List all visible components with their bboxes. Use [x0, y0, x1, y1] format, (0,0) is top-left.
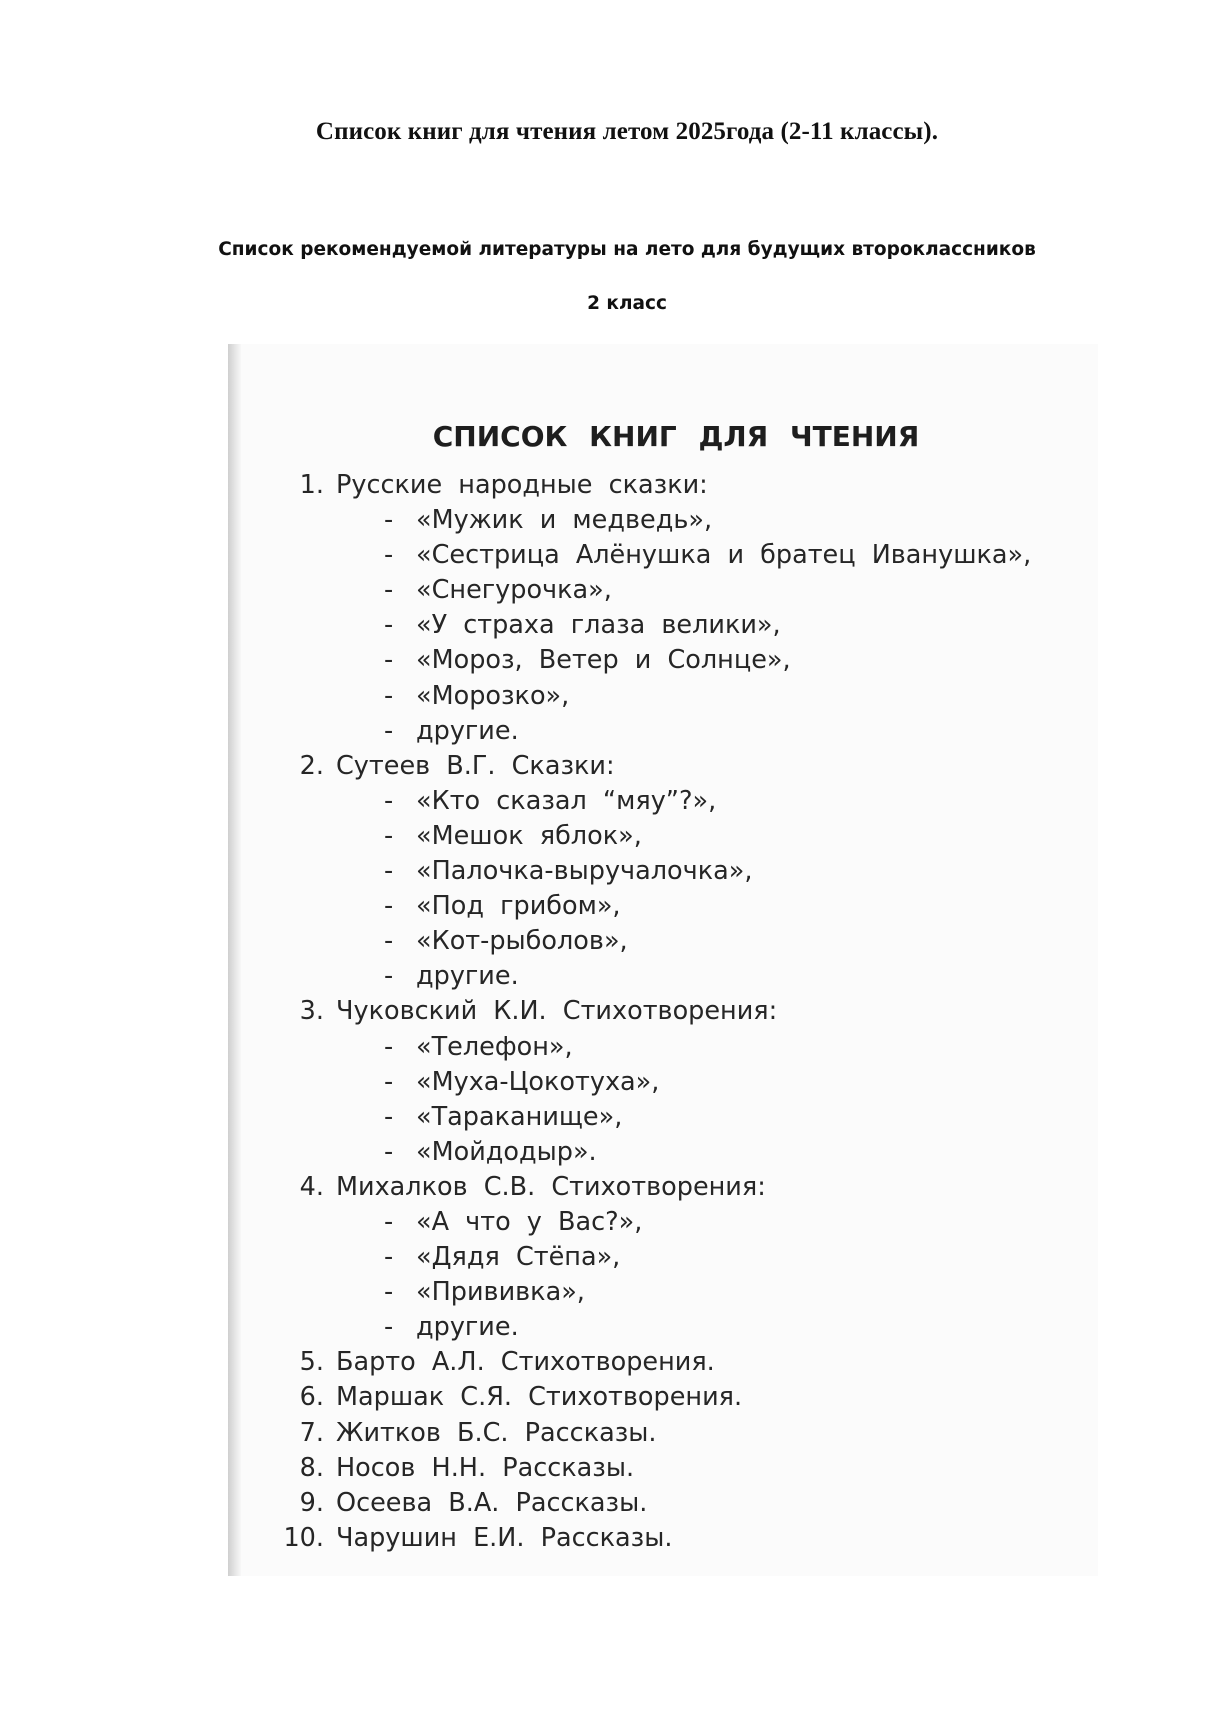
sub-list-item-text: «Мешок яблок»,: [416, 820, 642, 851]
dash-bullet: -: [384, 1312, 394, 1343]
sub-list-item: [228, 503, 1098, 538]
list-item-number: 8.: [299, 1452, 324, 1483]
list-item: [228, 1521, 1098, 1556]
sub-list-item: [228, 538, 1098, 573]
sub-list-item: [228, 889, 1098, 924]
list-item: [228, 1451, 1098, 1486]
page-subtitle: Список рекомендуемой литературы на лето для будущих второклассников: [218, 239, 1036, 260]
sub-list-item: [228, 924, 1098, 959]
list-item: [228, 749, 1098, 784]
book-list-heading: СПИСОК КНИГ ДЛЯ ЧТЕНИЯ: [432, 420, 920, 453]
sub-list-item: [228, 1065, 1098, 1100]
sub-list-item: [228, 1275, 1098, 1310]
dash-bullet: -: [384, 891, 394, 922]
list-item-number: 6.: [299, 1382, 324, 1413]
sub-list-item: [228, 854, 1098, 889]
sub-list-item-text: «Морозко»,: [416, 680, 570, 711]
sub-list-item-text: другие.: [416, 715, 519, 746]
sub-list-item-text: «Дядя Стёпа»,: [416, 1242, 621, 1273]
dash-bullet: -: [384, 820, 394, 851]
list-item-text: Чуковский К.И. Стихотворения:: [336, 996, 778, 1027]
dash-bullet: -: [384, 610, 394, 641]
list-item-text: Барто А.Л. Стихотворения.: [336, 1347, 715, 1378]
sub-list-item-text: «Снегурочка»,: [416, 575, 612, 606]
sub-list-item: [228, 714, 1098, 749]
list-item-text: Маршак С.Я. Стихотворения.: [336, 1382, 743, 1413]
list-item-number: 10.: [283, 1522, 324, 1553]
dash-bullet: -: [384, 1066, 394, 1097]
list-item-number: 7.: [299, 1417, 324, 1448]
list-item-text: Осеева В.А. Рассказы.: [336, 1487, 648, 1518]
dash-bullet: -: [384, 856, 394, 887]
list-item-number: 9.: [299, 1487, 324, 1518]
sub-list-item-text: другие.: [416, 1312, 519, 1343]
list-item: [228, 1486, 1098, 1521]
list-item-text: Носов Н.Н. Рассказы.: [336, 1452, 635, 1483]
sub-list-item: [228, 959, 1098, 994]
list-item-text: Сутеев В.Г. Сказки:: [336, 750, 615, 781]
dash-bullet: -: [384, 1101, 394, 1132]
list-item-text: Михалков С.В. Стихотворения:: [336, 1171, 766, 1202]
list-item: [228, 1380, 1098, 1415]
dash-bullet: -: [384, 926, 394, 957]
dash-bullet: -: [384, 645, 394, 676]
list-item-number: 4.: [299, 1171, 324, 1202]
sub-list-item-text: «Мороз, Ветер и Солнце»,: [416, 645, 791, 676]
list-item-number: 3.: [299, 996, 324, 1027]
sub-list-item-text: «Тараканище»,: [416, 1101, 623, 1132]
sub-list-item-text: «Кто сказал “мяу”?»,: [416, 785, 717, 816]
sub-list-item: [228, 608, 1098, 643]
sub-list-item: [228, 679, 1098, 714]
dash-bullet: -: [384, 961, 394, 992]
dash-bullet: -: [384, 540, 394, 571]
sub-list-item: [228, 1240, 1098, 1275]
sub-list-item: [228, 819, 1098, 854]
grade-label: 2 класс: [587, 293, 667, 314]
sub-list-item: [228, 1030, 1098, 1065]
sub-list-item-text: «Палочка-выручалочка»,: [416, 856, 753, 887]
list-item-number: 5.: [299, 1347, 324, 1378]
book-list: [228, 468, 1098, 1556]
sub-list-item-text: «Мужик и медведь»,: [416, 505, 713, 536]
sub-list-item-text: «Под грибом»,: [416, 891, 621, 922]
sub-list-item-text: другие.: [416, 961, 519, 992]
list-item-number: 1.: [299, 470, 324, 500]
sub-list-item: [228, 784, 1098, 819]
sub-list-item: [228, 1205, 1098, 1240]
sub-list-item: [228, 1135, 1098, 1170]
scanned-book-list: [228, 344, 1098, 1576]
sub-list-item: [228, 1100, 1098, 1135]
sub-list-item-text: «А что у Вас?»,: [416, 1206, 643, 1237]
dash-bullet: -: [384, 1031, 394, 1062]
list-item: [228, 1345, 1098, 1380]
sub-list-item: [228, 573, 1098, 608]
dash-bullet: -: [384, 785, 394, 816]
list-item-text: Чарушин Е.И. Рассказы.: [336, 1522, 673, 1553]
dash-bullet: -: [384, 715, 394, 746]
page-title: Список книг для чтения летом 2025года (2-11 классы).: [315, 118, 939, 145]
sub-list-item-text: «Сестрица Алёнушка и братец Иванушка»,: [416, 540, 1032, 571]
dash-bullet: -: [384, 680, 394, 711]
sub-list-item-text: «Мойдодыр».: [416, 1136, 597, 1167]
list-item: [228, 1416, 1098, 1451]
sub-list-item-text: «Телефон»,: [416, 1031, 573, 1062]
dash-bullet: -: [384, 505, 394, 536]
list-item: [228, 994, 1098, 1029]
dash-bullet: -: [384, 1242, 394, 1273]
list-item-number: 2.: [299, 750, 324, 781]
list-item: [228, 468, 1098, 503]
dash-bullet: -: [384, 1206, 394, 1237]
sub-list-item: [228, 1310, 1098, 1345]
sub-list-item: [228, 643, 1098, 678]
sub-list-item-text: «Кот-рыболов»,: [416, 926, 628, 957]
list-item: [228, 1170, 1098, 1205]
dash-bullet: -: [384, 1277, 394, 1308]
sub-list-item-text: «Муха-Цокотуха»,: [416, 1066, 660, 1097]
list-item-text: Житков Б.С. Рассказы.: [336, 1417, 657, 1448]
sub-list-item-text: «Прививка»,: [416, 1277, 585, 1308]
dash-bullet: -: [384, 1136, 394, 1167]
dash-bullet: -: [384, 575, 394, 606]
list-item-text: Русские народные сказки:: [336, 470, 708, 500]
sub-list-item-text: «У страха глаза велики»,: [416, 610, 781, 641]
